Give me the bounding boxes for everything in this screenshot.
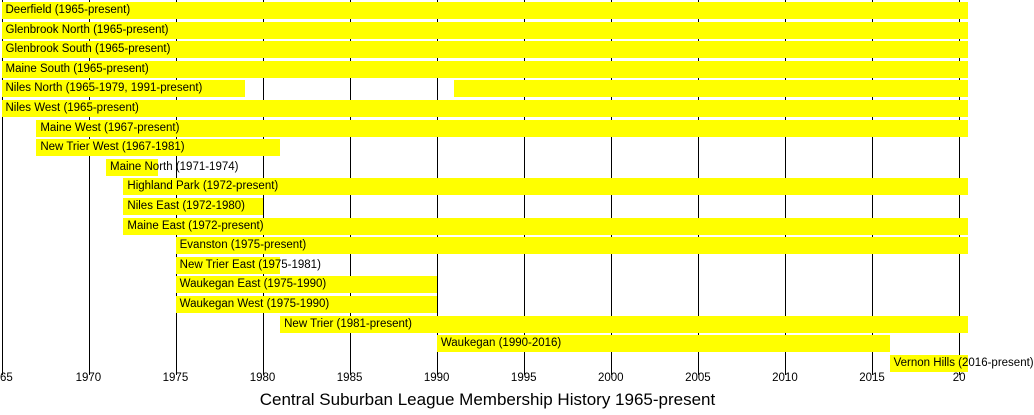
bar-label: Maine North (1971-1974) — [109, 161, 239, 173]
x-axis — [0, 372, 975, 392]
bar-segment — [2, 41, 969, 58]
bar-label: Maine South (1965-present) — [5, 63, 149, 75]
bar-segment — [2, 61, 969, 78]
bar-label: Waukegan West (1975-1990) — [179, 298, 330, 310]
bar-segment — [2, 2, 969, 19]
bar-label: Deerfield (1965-present) — [5, 4, 131, 16]
x-tick-label: 2005 — [685, 372, 711, 384]
bar-segment — [123, 178, 968, 195]
bar-segment — [36, 120, 968, 137]
bar-label: Maine West (1967-present) — [40, 122, 180, 134]
bar-segment — [437, 335, 890, 352]
x-tick-label: 2010 — [772, 372, 798, 384]
x-tick-label: 1975 — [162, 372, 189, 384]
bar-label: New Trier East (1975-1981) — [179, 259, 321, 271]
bar-label: Niles North (1965-1979, 1991-present) — [5, 82, 203, 94]
bar-label: New Trier (1981-present) — [284, 318, 412, 330]
bar-label: Niles East (1972-1980) — [127, 200, 246, 212]
bar-segment — [176, 276, 437, 293]
chart-title: Central Suburban League Membership History 1965-present — [259, 390, 716, 409]
bar-label: Highland Park (1972-present) — [127, 180, 279, 192]
x-tick-label: 1970 — [75, 372, 102, 384]
bar-segment — [2, 100, 969, 117]
bar-segment — [36, 139, 280, 156]
x-tick-label: 1995 — [510, 372, 537, 384]
x-tick-label: 1980 — [249, 372, 276, 384]
bar-label: Niles West (1965-present) — [5, 102, 139, 114]
bar-segment — [123, 218, 968, 235]
x-tick-label: 2000 — [598, 372, 624, 384]
bar-label: Evanston (1975-present) — [179, 239, 307, 251]
x-tick-label: 1985 — [336, 372, 363, 384]
bar-label: New Trier West (1967-1981) — [40, 141, 185, 153]
x-tick-label: 20 — [952, 372, 966, 384]
bar-label: Glenbrook North (1965-present) — [5, 24, 169, 36]
bar-segment — [106, 159, 158, 176]
x-tick-label: 2015 — [859, 372, 885, 384]
bar-segment — [176, 296, 437, 313]
bar-segment — [2, 80, 246, 97]
bar-label: Vernon Hills (2016-present) — [893, 357, 1034, 369]
bar-label: Maine East (1972-present) — [127, 220, 264, 232]
bar-label: Waukegan East (1975-1990) — [179, 278, 327, 290]
bar-segment — [454, 80, 968, 97]
bar-segment — [123, 198, 262, 215]
bar-segment — [890, 355, 968, 372]
bar-segment — [2, 22, 969, 39]
bar-label: Glenbrook South (1965-present) — [5, 43, 171, 55]
x-tick-label: 1990 — [423, 372, 450, 384]
bar-segment — [176, 257, 280, 274]
x-tick-label: 65 — [0, 372, 13, 384]
bar-label: Waukegan (1990-2016) — [440, 337, 562, 349]
bar-segment — [176, 237, 968, 254]
bar-segment — [280, 316, 968, 333]
